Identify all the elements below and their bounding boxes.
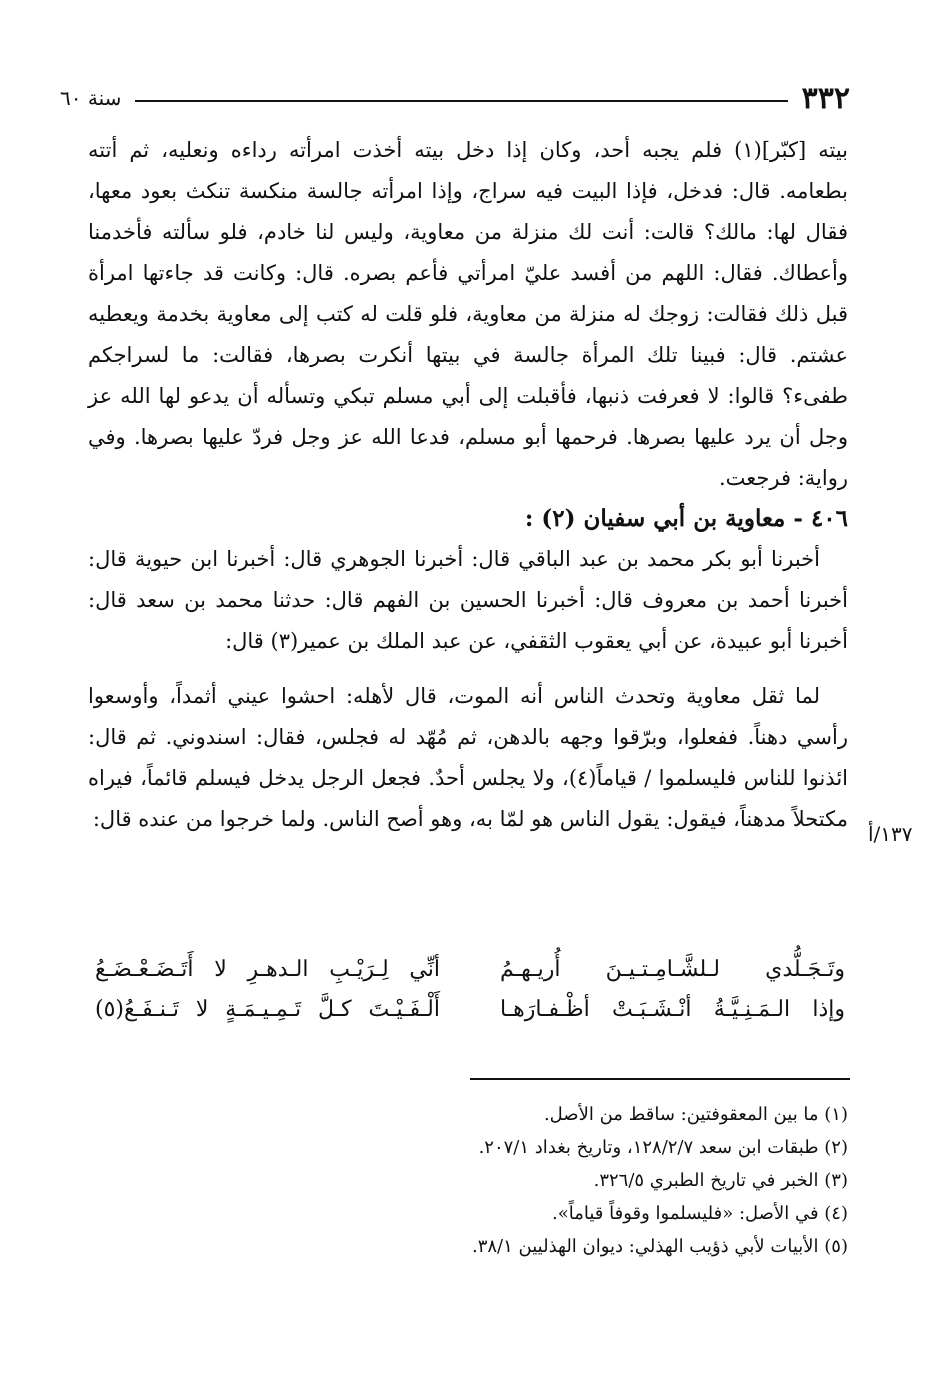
footnotes [200, 1098, 848, 1263]
footnote-separator [470, 1078, 850, 1080]
verse-line [95, 990, 845, 1030]
running-head: سنة ٦٠ [60, 86, 122, 110]
verse-first-hemistich: وإذا الـمَـنِـيَّـةُ أنْـشَـبَـتْ أظْـفـارَهـا [500, 997, 845, 1022]
intro-paragraph: بيته [كبّر](١) فلم يجبه أحد، وكان إذا دخل بيته أخذت امرأته رداءه ونعليه، ثم أتته بطعامه. قال: فدخل، فإذا البيت فيه سراج، وإذا امرأته جالسة منكسة تنكث بعود معها، فقال لها: مالك؟ قالت: أنت لك منزلة من معاوية، وليس لنا خادم، فلو سألته فأخدمنا وأعطاك. فقال: اللهم من أفسد عليّ امرأتي فأعم بصره. قال: وكانت قد جاءتها امرأة قبل ذلك فقالت: زوجك له منزلة من معاوية، فلو قلت له كتب إلى معاوية بخدمة ويعطيه عشتم. قال: فبينا تلك المرأة جالسة في بيتها أنكرت بصرها، فقالت: ما لسراجكم طفىء؟ قالوا: لا فعرفت ذنبها، فأقبلت إلى أبي مسلم تبكي وتسأله أن يدعو لها الله عز وجل أن يرد عليها بصرها. فرحمها أبو مسلم، فدعا الله عز وجل فردّ عليها بصرها. وفي رواية: فرجعت. [88, 138, 848, 490]
poetry-verses [95, 950, 845, 1030]
margin-folio-reference: ١٣٧/أ [868, 822, 913, 846]
footnote: (٤) في الأصل: «فليسلموا وقوفاً قياماً». [552, 1203, 848, 1224]
header-rule [135, 100, 787, 102]
verse-line [95, 950, 845, 990]
footnote: (١) ما بين المعقوفتين: ساقط من الأصل. [543, 1104, 848, 1125]
footnote: (٥) الأبيات لأبي ذؤيب الهذلي: ديوان الهذليين ٣٨/١. [471, 1236, 848, 1257]
section-heading: ٤٠٦ - معاوية بن أبي سفيان (٢) : [524, 505, 848, 532]
paragraph-gap [88, 662, 848, 676]
main-text [88, 130, 848, 840]
footnote: (٣) الخبر في تاريخ الطبري ٣٢٦/٥. [593, 1170, 848, 1191]
verse-first-hemistich: وتَـجَـلُّدي لـلشَّـامِـتـيـنَ أُريـهـمُ [500, 957, 845, 982]
page-header [60, 78, 850, 118]
narrative-paragraph: لما ثقل معاوية وتحدث الناس أنه الموت، قال لأهله: احشوا عيني أثمداً، وأوسعوا رأسي دهناً. ففعلوا، وبرّقوا وجهه بالدهن، ثم مُهّد له فجلس، فقال: اسندوني. ثم قال: ائذنوا للناس فليسلموا / قياماً(٤)، ولا يجلس أحدٌ. فجعل الرجل يدخل فيسلم قائماً، فيراه مكتحلاً مدهناً، فيقول: يقول الناس هو لمّا به، وهو أصح الناس. ولما خرجوا من عنده قال: [88, 684, 848, 831]
isnad-paragraph: أخبرنا أبو بكر محمد بن عبد الباقي قال: أخبرنا الجوهري قال: أخبرنا ابن حيوية قال: أخبرنا أحمد بن معروف قال: أخبرنا الحسين بن الفهم قال: حدثنا محمد بن سعد قال: أخبرنا أبو عبيدة، عن أبي يعقوب الثقفي، عن عبد الملك بن عمير(٣) قال: [88, 547, 848, 653]
page-number: ٣٣٢ [801, 80, 850, 116]
verse-second-hemistich: أَلْـفَـيْـتَ كـلَّ تَـمِـيـمَـةٍ لا تَـنـفَـعُ(٥) [95, 997, 440, 1022]
verse-second-hemistich: أنِّي لِـرَيْـبِ الـدهـرِ لا أَتَـضَـعْـضَـعُ [95, 957, 440, 982]
footnote: (٢) طبقات ابن سعد ١٢٨/٢/٧، وتاريخ بغداد ٢٠٧/١. [478, 1137, 848, 1158]
